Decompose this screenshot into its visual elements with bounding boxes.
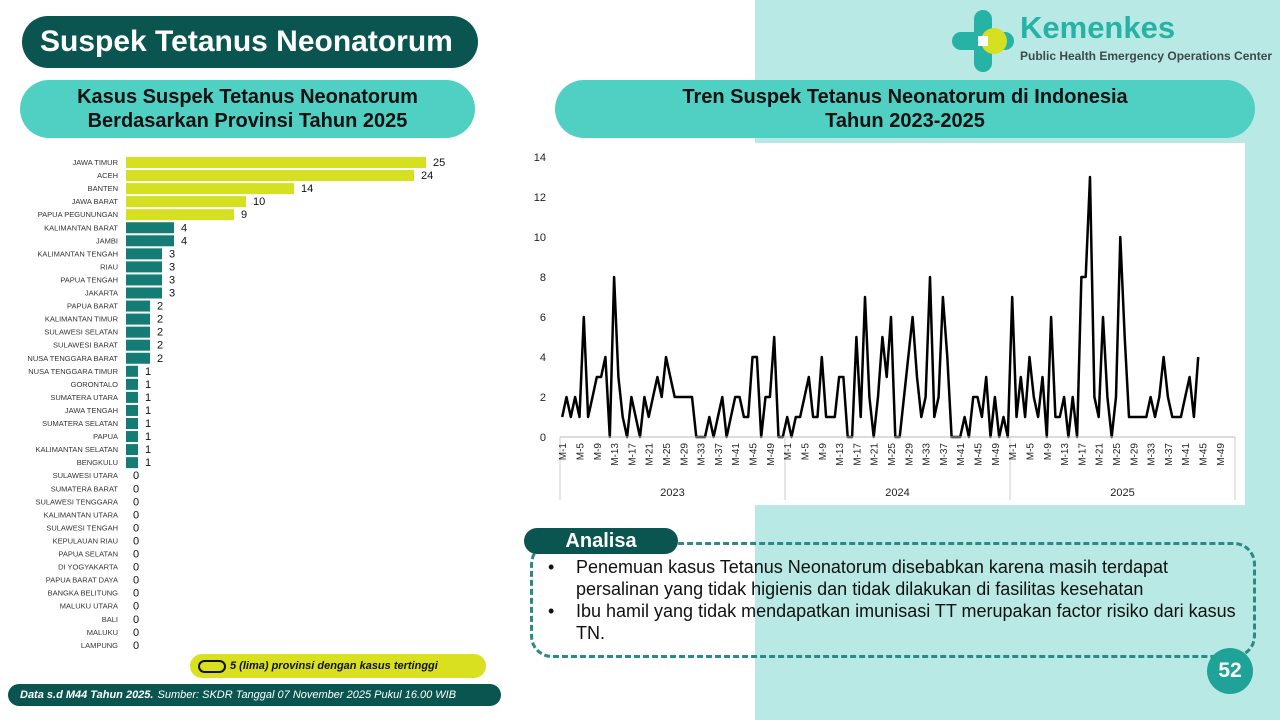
bar-category-label: PAPUA BARAT xyxy=(67,301,118,311)
x-tick-label: M-29 xyxy=(1129,443,1141,466)
bar-value-label: 0 xyxy=(133,639,140,652)
bar-category-label: BENGKULU xyxy=(76,458,118,468)
x-tick-label: M-49 xyxy=(765,443,777,466)
bar-value-label: 0 xyxy=(133,522,140,535)
bar-category-label: MALUKU xyxy=(86,627,118,637)
x-tick-label: M-45 xyxy=(973,443,985,466)
bar xyxy=(126,392,138,403)
x-tick-label: M-29 xyxy=(679,443,691,466)
bar-value-label: 1 xyxy=(145,404,152,417)
x-tick-label: M-1 xyxy=(558,443,570,461)
bar-category-label: KALIMANTAN TENGAH xyxy=(37,249,118,259)
bar-value-label: 0 xyxy=(133,574,140,587)
bar-category-label: SULAWESI BARAT xyxy=(52,340,118,350)
y-tick-label: 10 xyxy=(533,232,546,244)
bar-category-label: BANTEN xyxy=(87,184,118,194)
y-tick-label: 6 xyxy=(539,312,546,324)
bar-category-label: GORONTALO xyxy=(70,379,118,389)
bar-chart-title xyxy=(20,80,475,138)
bar xyxy=(126,379,138,390)
kemenkes-logo xyxy=(950,8,1275,78)
bar-value-label: 1 xyxy=(145,418,152,430)
bar xyxy=(126,431,138,442)
bar-category-label: JAWA BARAT xyxy=(71,197,118,207)
bar xyxy=(126,222,174,233)
y-tick-label: 4 xyxy=(539,352,546,364)
bar-category-label: MALUKU UTARA xyxy=(59,601,118,611)
logo-wordmark: Kemenkes xyxy=(1020,10,1176,45)
x-tick-label: M-49 xyxy=(990,443,1002,466)
bar-value-label: 0 xyxy=(133,535,140,548)
x-tick-label: M-45 xyxy=(1198,443,1210,466)
bar-category-label: PAPUA SELATAN xyxy=(58,549,118,559)
y-tick-label: 14 xyxy=(533,152,546,164)
bar-value-label: 3 xyxy=(169,248,176,261)
bar-category-label: SULAWESI UTARA xyxy=(52,471,118,481)
source-footer xyxy=(8,684,501,706)
bar xyxy=(126,261,162,272)
x-tick-label: M-25 xyxy=(887,443,899,466)
page-number: 52 xyxy=(1207,648,1253,694)
x-tick-label: M-45 xyxy=(748,443,760,466)
bar xyxy=(126,314,150,325)
bar-category-label: JAWA TENGAH xyxy=(64,405,118,415)
analysis-list xyxy=(548,556,1238,644)
bar-category-label: JAWA TIMUR xyxy=(72,158,118,167)
bar-category-label: BANGKA BELITUNG xyxy=(47,588,118,598)
source-text: Sumber: SKDR Tanggal 07 November 2025 Pukul 16.00 WIB xyxy=(157,689,457,701)
bar-value-label: 0 xyxy=(133,561,140,574)
bar-category-label: RIAU xyxy=(100,262,118,272)
bar-category-label: JAMBI xyxy=(95,236,118,246)
bar xyxy=(126,366,138,377)
x-tick-label: M-49 xyxy=(1215,443,1227,466)
bar-category-label: JAKARTA xyxy=(84,288,118,298)
bar xyxy=(126,183,294,194)
bar xyxy=(126,340,150,351)
top5-legend xyxy=(190,654,486,678)
year-label: 2025 xyxy=(1110,487,1135,499)
bar-category-label: SUMATERA UTARA xyxy=(50,392,118,402)
x-tick-label: M-13 xyxy=(1060,443,1072,466)
bar-category-label: KALIMANTAN SELATAN xyxy=(35,445,118,455)
bar xyxy=(126,327,150,338)
bar xyxy=(126,444,138,455)
x-tick-label: M-9 xyxy=(817,443,829,461)
bar-value-label: 9 xyxy=(241,209,248,222)
bar-value-label: 25 xyxy=(433,157,446,169)
bar-value-label: 1 xyxy=(145,457,152,470)
x-tick-label: M-33 xyxy=(921,443,933,466)
x-tick-label: M-25 xyxy=(662,443,674,466)
bar-category-label: KALIMANTAN UTARA xyxy=(43,510,118,520)
province-bar-chart xyxy=(0,150,500,655)
bar-category-label: NUSA TENGGARA TIMUR xyxy=(28,366,118,376)
year-label: 2023 xyxy=(660,487,685,499)
x-tick-label: M-17 xyxy=(852,443,864,466)
bar xyxy=(126,209,234,220)
y-tick-label: 2 xyxy=(539,392,546,404)
x-tick-label: M-1 xyxy=(783,443,795,461)
bar-category-label: SULAWESI TENGAH xyxy=(46,523,118,533)
bar-value-label: 3 xyxy=(169,287,176,300)
bar-value-label: 10 xyxy=(253,196,266,209)
x-tick-label: M-9 xyxy=(592,443,604,461)
x-tick-label: M-41 xyxy=(731,443,743,466)
bar-chart-title-line2: Berdasarkan Provinsi Tahun 2025 xyxy=(87,110,408,132)
line-chart-title-line2: Tahun 2023-2025 xyxy=(825,110,985,132)
trend-line xyxy=(562,177,1198,437)
x-tick-label: M-1 xyxy=(1008,443,1020,461)
bar-value-label: 0 xyxy=(133,613,140,626)
x-tick-label: M-17 xyxy=(1077,443,1089,466)
bar xyxy=(126,235,174,246)
x-tick-label: M-13 xyxy=(835,443,847,466)
bar-value-label: 1 xyxy=(145,365,152,378)
top5-oval-icon xyxy=(198,660,226,673)
line-chart-panel xyxy=(510,143,1245,505)
bar-category-label: ACEH xyxy=(97,171,118,181)
bar xyxy=(126,457,138,468)
bar-category-label: SUMATERA BARAT xyxy=(50,484,118,494)
x-tick-label: M-21 xyxy=(1094,443,1106,466)
bar-value-label: 0 xyxy=(133,600,140,613)
bar-value-label: 0 xyxy=(133,509,140,522)
bar-value-label: 4 xyxy=(181,235,188,248)
bar xyxy=(126,288,162,299)
bar-value-label: 1 xyxy=(145,431,152,444)
bar xyxy=(126,353,150,364)
kemenkes-logo-icon xyxy=(950,8,1016,74)
bar-category-label: KALIMANTAN TIMUR xyxy=(44,314,118,324)
x-tick-label: M-41 xyxy=(1181,443,1193,466)
bar-value-label: 1 xyxy=(145,444,152,457)
x-tick-label: M-25 xyxy=(1112,443,1124,466)
bar-value-label: 1 xyxy=(145,391,152,404)
bar-value-label: 14 xyxy=(301,183,314,196)
bar xyxy=(126,157,426,168)
bar xyxy=(126,405,138,416)
x-tick-label: M-37 xyxy=(938,443,950,466)
y-tick-label: 12 xyxy=(533,192,546,204)
x-tick-label: M-33 xyxy=(696,443,708,466)
trend-line-chart xyxy=(510,143,1245,505)
x-tick-label: M-37 xyxy=(713,443,725,466)
x-tick-label: M-29 xyxy=(904,443,916,466)
x-tick-label: M-37 xyxy=(1163,443,1175,466)
bar xyxy=(126,196,246,207)
bar-value-label: 3 xyxy=(169,261,176,274)
bar-category-label: LAMPUNG xyxy=(80,640,118,650)
bar-value-label: 4 xyxy=(181,222,188,235)
bar xyxy=(126,248,162,259)
x-tick-label: M-9 xyxy=(1042,443,1054,461)
analysis-point: • Ibu hamil yang tidak mendapatkan imunisasi TT merupakan factor risiko dari kasus TN. xyxy=(548,600,1238,644)
x-tick-label: M-33 xyxy=(1146,443,1158,466)
x-tick-label: M-21 xyxy=(869,443,881,466)
bar-value-label: 0 xyxy=(133,587,140,600)
x-tick-label: M-21 xyxy=(644,443,656,466)
bar-category-label: NUSA TENGGARA BARAT xyxy=(27,353,118,363)
bar-value-label: 1 xyxy=(145,378,152,391)
line-chart-title xyxy=(555,80,1255,138)
year-label: 2024 xyxy=(885,487,910,499)
bar-category-label: PAPUA PEGUNUNGAN xyxy=(37,210,118,220)
analysis-label: Analisa xyxy=(524,528,678,554)
top5-legend-text: 5 (lima) provinsi dengan kasus tertinggi xyxy=(230,660,438,672)
x-tick-label: M-13 xyxy=(610,443,622,466)
bar-value-label: 2 xyxy=(157,339,164,352)
logo-subtitle: Public Health Emergency Operations Center xyxy=(1020,49,1273,63)
bar-value-label: 2 xyxy=(157,326,164,339)
page-title: Suspek Tetanus Neonatorum xyxy=(22,16,478,68)
bar xyxy=(126,170,414,181)
x-tick-label: M-17 xyxy=(627,443,639,466)
bar-category-label: SULAWESI TENGGARA xyxy=(35,497,118,507)
bar xyxy=(126,274,162,285)
bar-value-label: 0 xyxy=(133,548,140,561)
bar-category-label: PAPUA xyxy=(93,432,118,442)
x-tick-label: M-41 xyxy=(956,443,968,466)
bar-value-label: 2 xyxy=(157,352,164,365)
bar-value-label: 0 xyxy=(133,483,140,496)
bar-value-label: 0 xyxy=(133,626,140,639)
bar-value-label: 3 xyxy=(169,274,176,287)
line-chart-title-line1: Tren Suspek Tetanus Neonatorum di Indonesia xyxy=(682,86,1128,108)
bar-value-label: 0 xyxy=(133,470,140,483)
bar xyxy=(126,418,138,429)
bar-value-label: 2 xyxy=(157,313,164,326)
bar-category-label: PAPUA BARAT DAYA xyxy=(45,575,118,585)
y-tick-label: 8 xyxy=(539,272,546,284)
analysis-point: • Penemuan kasus Tetanus Neonatorum disebabkan karena masih terdapat persalinan yang tidak higienis dan tidak dilakukan di fasilitas kesehatan xyxy=(548,556,1238,600)
bar-category-label: PAPUA TENGAH xyxy=(60,275,118,285)
y-tick-label: 0 xyxy=(539,432,546,444)
bar-category-label: KEPULAUAN RIAU xyxy=(52,536,118,546)
bar-chart-title-line1: Kasus Suspek Tetanus Neonatorum xyxy=(77,86,418,108)
x-tick-label: M-5 xyxy=(1025,443,1037,461)
x-tick-label: M-5 xyxy=(800,443,812,461)
bar-category-label: DI YOGYAKARTA xyxy=(58,562,118,572)
bar-value-label: 2 xyxy=(157,300,164,313)
bar-category-label: KALIMANTAN BARAT xyxy=(44,223,118,233)
bar-value-label: 24 xyxy=(421,170,434,183)
bar xyxy=(126,301,150,312)
source-bold: Data s.d M44 Tahun 2025. xyxy=(20,689,154,701)
x-tick-label: M-5 xyxy=(575,443,587,461)
bar-category-label: SUMATERA SELATAN xyxy=(42,419,118,428)
bar-category-label: SULAWESI SELATAN xyxy=(44,327,118,337)
bar-category-label: BALI xyxy=(101,614,118,624)
bar-value-label: 0 xyxy=(133,496,140,509)
